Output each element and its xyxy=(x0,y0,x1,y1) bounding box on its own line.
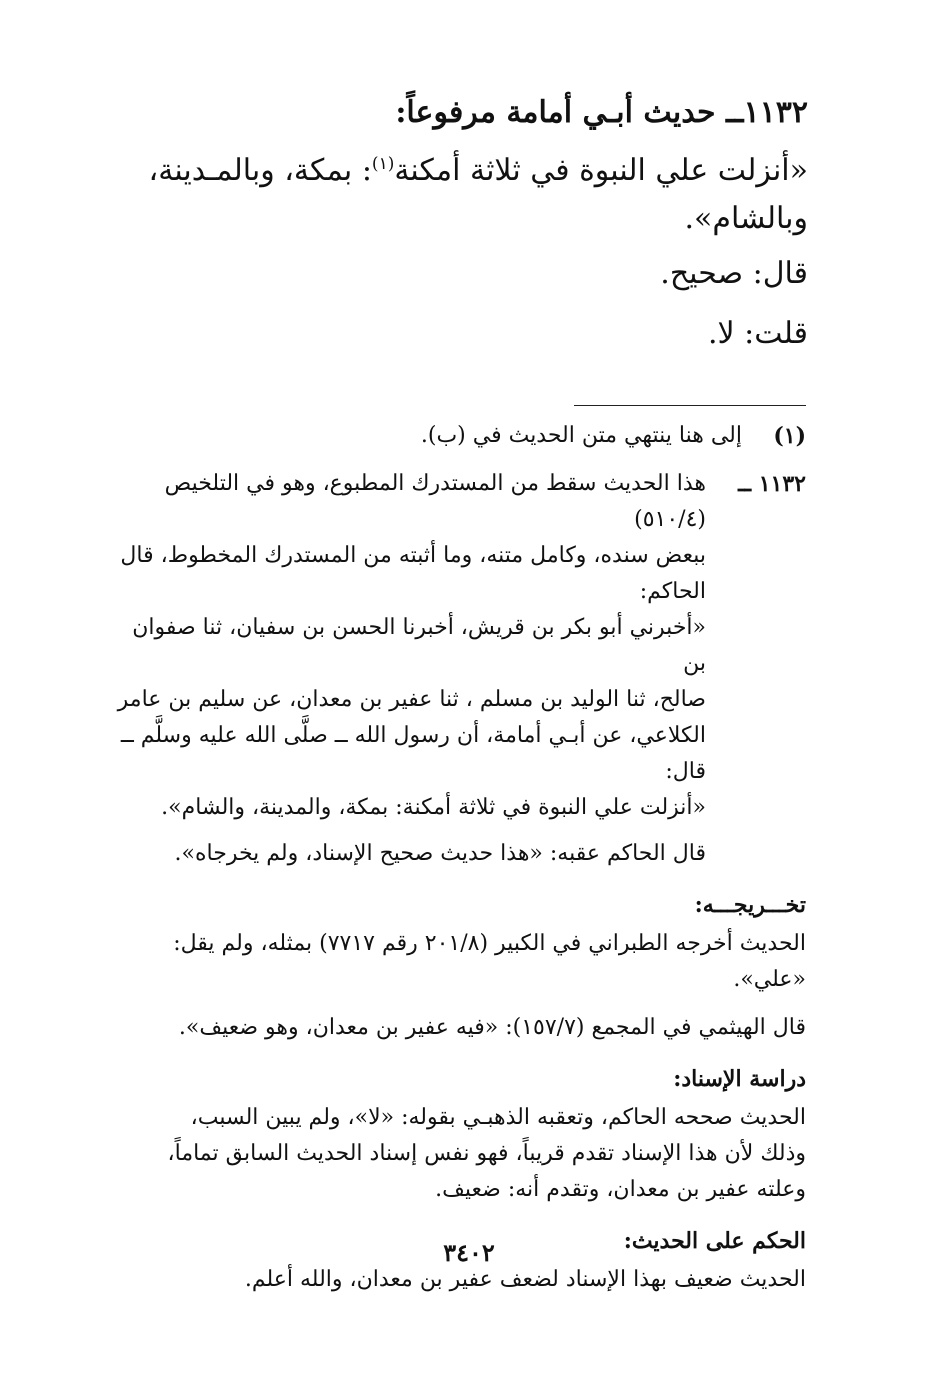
isnad-line: الحديث صححه الحاكم، وتعقبه الذهبـي بقوله: «لا»، ولم يبين السبب، xyxy=(190,1105,806,1130)
isnad-line: وذلك لأن هذا الإسناد تقدم قريباً، فهو نفس إسناد الحديث السابق تماماً، xyxy=(167,1141,806,1166)
page-number: ٣٤٠٢ xyxy=(443,1238,495,1267)
isnad-title: دراسة الإسناد: xyxy=(673,1066,806,1092)
hukm-text: الحديث ضعيف بهذا الإسناد لضعف عفير بن معدان، والله أعلم. xyxy=(244,1267,806,1292)
takhrij-line: «علي». xyxy=(733,967,806,992)
commentary-line: صالح، ثنا الوليد بن مسلم ، ثنا عفير بن معدان، عن سليم بن عامر xyxy=(117,687,706,712)
takhrij-title: تخـــريجـــه: xyxy=(694,892,806,918)
commentary-line: «أنزلت علي النبوة في ثلاثة أمكنة: بمكة، والمدينة، والشام». xyxy=(161,795,706,820)
commentary-line: ببعض سنده، وكامل متنه، وما أثبته من المستدرك المخطوط، قال الحاكم: xyxy=(120,543,706,604)
hakim-note: قال الحاكم عقبه: «هذا حديث صحيح الإسناد، ولم يخرجاه». xyxy=(174,841,706,866)
haythami-note: قال الهيثمي في المجمع (١٥٧/٧): «فيه عفير بن معدان، وهو ضعيف». xyxy=(178,1015,806,1040)
footnote-text: إلى هنا ينتهي متن الحديث في (ب). xyxy=(420,423,742,448)
hukm-title: الحكم على الحديث: xyxy=(623,1228,806,1254)
footnote-ref: (١) xyxy=(371,154,395,174)
commentary-line: «أخبرني أبو بكر بن قريش، أخبرنا الحسن بن سفيان، ثنا صفوان بن xyxy=(132,615,706,676)
quote-line1-end: : بمكة، وبالمـدينة، xyxy=(148,153,372,188)
footnotes-section xyxy=(106,420,806,1298)
takhrij-line: الحديث أخرجه الطبراني في الكبير (٢٠١/٨ رقم ٧٧١٧) بمثله، ولم يقل: xyxy=(173,931,806,956)
quote-line1: «أنزلت علي النبوة في ثلاثة أمكنة xyxy=(394,153,808,188)
commentary-first-line xyxy=(106,466,806,538)
commentary-line: هذا الحديث سقط من المستدرك المطبوع، وهو في التلخيص (٥١٠/٤) xyxy=(164,471,706,532)
hadith-heading: ١١٣٢ــ حديث أبـي أمامة مرفوعاً: xyxy=(395,95,808,130)
commentary-number: ١١٣٢ ــ xyxy=(738,471,806,497)
quote-line2: وبالشام». xyxy=(684,201,808,236)
footnote-divider xyxy=(574,405,806,406)
editor-verdict: قلت: لا. xyxy=(707,316,808,351)
author-verdict: قال: صحيح. xyxy=(660,256,808,291)
isnad-line: وعلته عفير بن معدان، وتقدم أنه: ضعيف. xyxy=(435,1177,806,1202)
main-text xyxy=(108,92,808,355)
hadith-quote xyxy=(108,140,808,243)
commentary-block xyxy=(106,466,806,872)
footnote-number: (١) xyxy=(773,423,806,449)
footnote-1 xyxy=(106,420,806,452)
commentary-line: الكلاعي، عن أبـي أمامة، أن رسول الله ــ صلَّى الله عليه وسلَّم ــ قال: xyxy=(120,723,706,784)
